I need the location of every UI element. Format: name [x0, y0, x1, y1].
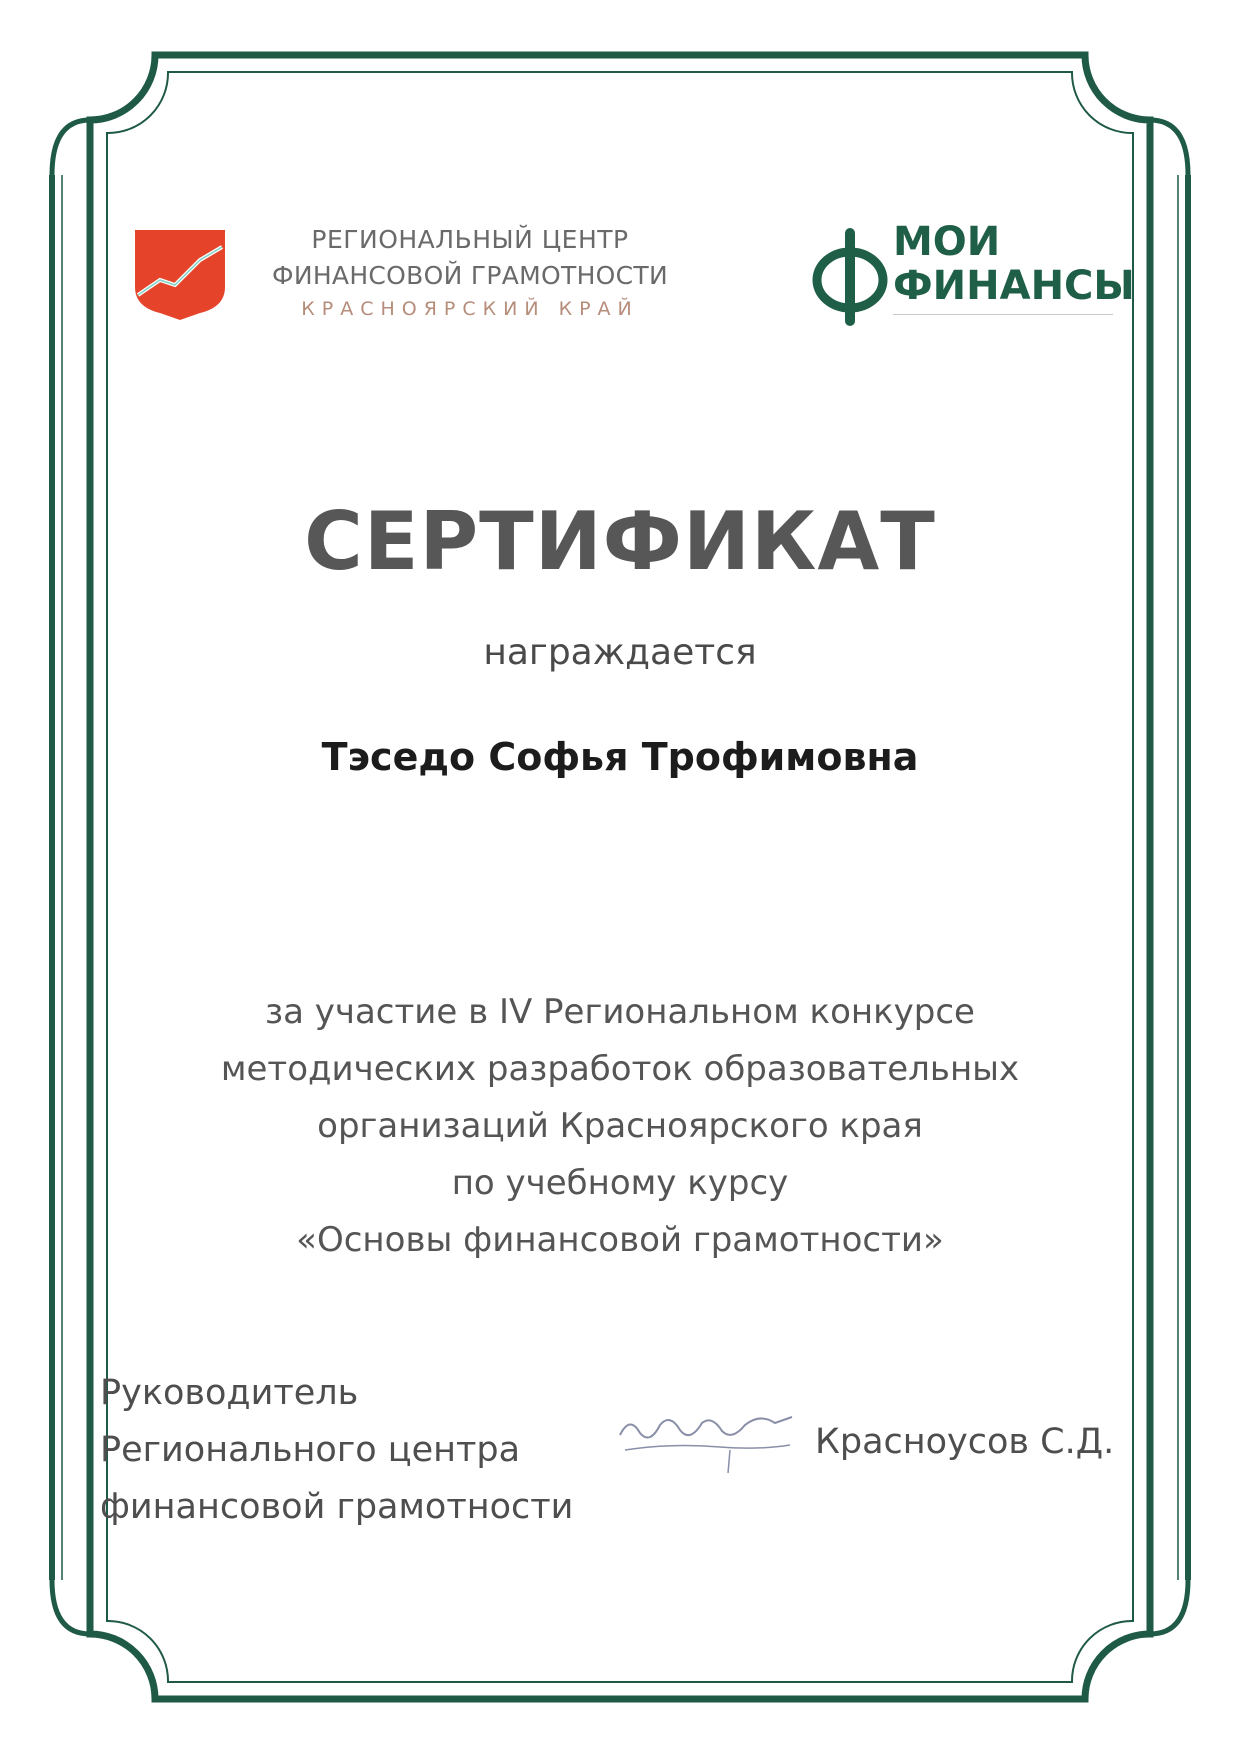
signer-role [100, 1365, 573, 1536]
signer-role-line: Руководитель [100, 1373, 359, 1413]
regional-center-title [235, 222, 705, 324]
signer-role-line: финансовой грамотности [100, 1487, 574, 1527]
award-reason-line: за участие в IV Региональном конкурсе [265, 992, 975, 1032]
signer-name: Красноусов С.Д. [815, 1422, 1115, 1462]
phi-logo-icon [805, 228, 895, 326]
signer-role-line: Регионального центра [100, 1430, 521, 1470]
handwritten-signature [610, 1395, 800, 1485]
award-reason-line: по учебному курсу [451, 1163, 789, 1203]
my-finances-title [893, 220, 1135, 308]
award-reason-line: организаций Красноярского края [317, 1106, 923, 1146]
award-reason-line: методических разработок образовательных [220, 1049, 1020, 1089]
award-reason [130, 984, 1110, 1269]
certificate-title: СЕРТИФИКАТ [304, 495, 936, 588]
recipient-name: Тэседо Софья Трофимовна [321, 735, 919, 779]
shield-emblem-icon [130, 225, 230, 325]
regional-center-line3: КРАСНОЯРСКИЙ КРАЙ [301, 298, 639, 320]
award-reason-line: «Основы финансовой грамотности» [296, 1220, 944, 1260]
regional-center-line1: РЕГИОНАЛЬНЫЙ ЦЕНТР [311, 225, 629, 254]
regional-center-line2: ФИНАНСОВОЙ ГРАМОТНОСТИ [272, 261, 668, 290]
awarded-label: награждается [483, 632, 757, 673]
my-finances-line1: МОИ [893, 219, 1001, 265]
my-finances-divider [893, 314, 1113, 315]
my-finances-line2: ФИНАНСЫ [893, 263, 1135, 309]
